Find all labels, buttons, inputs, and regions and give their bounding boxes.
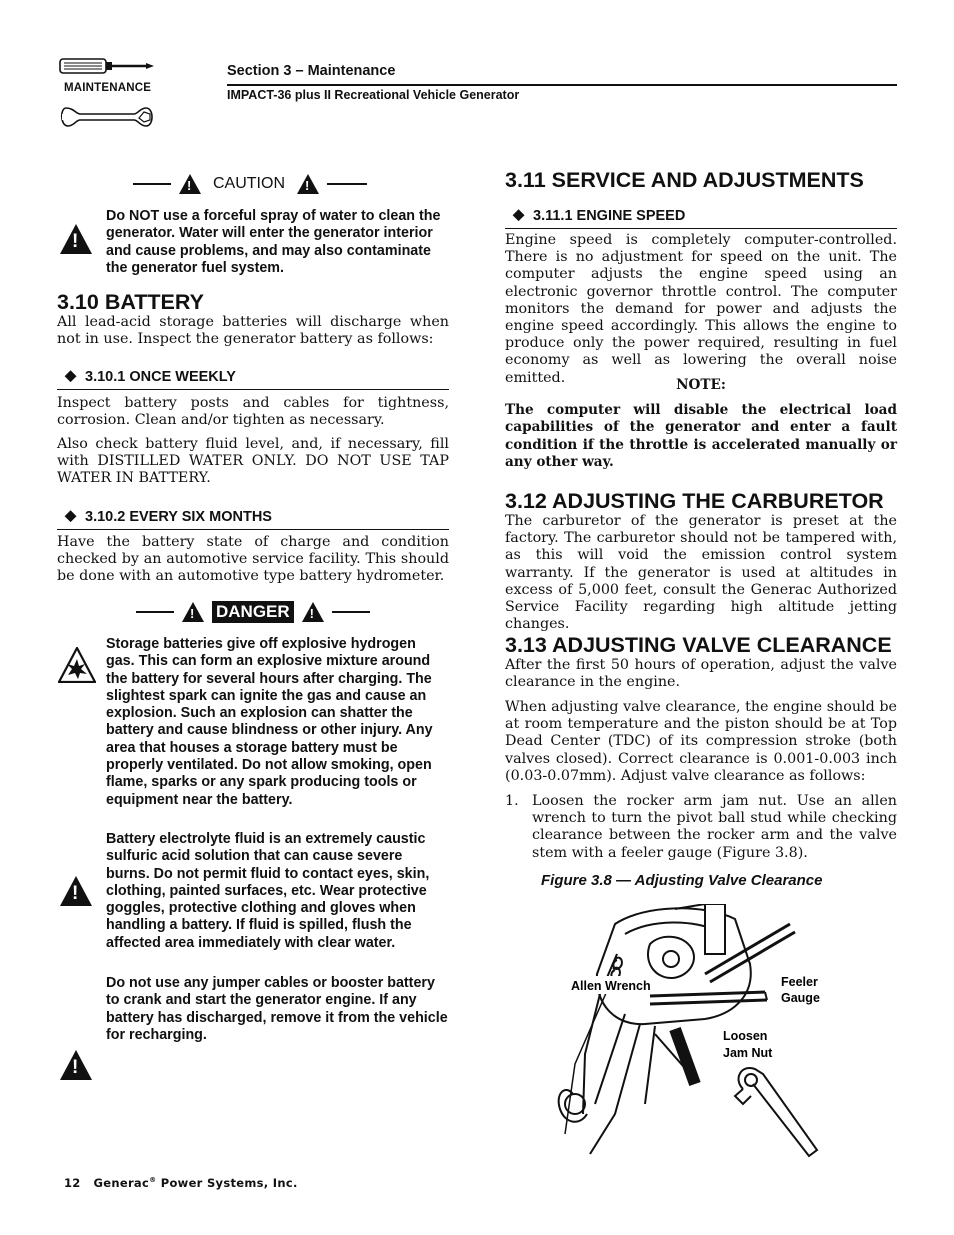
diamond-icon: ◆ xyxy=(65,368,77,384)
valve-clearance-illustration xyxy=(555,904,835,1158)
warning-icon xyxy=(60,876,92,906)
danger-paragraph-3: Do not use any jumper cables or booster battery to crank and start the generator engine. If any battery has discharged, remove it from the vehicle for recharging. xyxy=(106,975,448,1043)
warning-icon xyxy=(302,602,324,622)
warning-icon xyxy=(179,174,201,194)
warning-icon xyxy=(297,174,319,194)
note-label: NOTE: xyxy=(676,377,726,393)
battery-heading: 3.10 BATTERY xyxy=(57,290,204,314)
section-title: Section 3 – Maintenance xyxy=(227,63,396,79)
label-allen-wrench: Allen Wrench xyxy=(571,979,651,993)
diamond-icon: ◆ xyxy=(513,207,525,223)
registered-mark: ® xyxy=(149,1176,157,1185)
step-1 xyxy=(505,793,897,862)
label-feeler-gauge-line1: Feeler xyxy=(781,975,818,989)
engine-speed-heading xyxy=(505,206,897,230)
warning-icon xyxy=(60,1050,92,1080)
every-six-months-title: 3.10.2 EVERY SIX MONTHS xyxy=(85,509,272,525)
maintenance-logo xyxy=(58,56,156,130)
valve-heading: 3.13 ADJUSTING VALVE CLEARANCE xyxy=(505,633,892,657)
warning-icon xyxy=(60,224,92,254)
step-text: Loosen the rocker arm jam nut. Use an allen wrench to turn the pivot ball stud while checking clearance between the rocker arm and the valve stem with a feeler gauge (Figure 3.8). xyxy=(532,793,897,861)
danger-paragraph-1: Storage batteries give off explosive hydrogen gas. This can form an explosive mixture around the battery for several hours after charging. The slightest spark can ignite the gas and cause an explosion. Such an explosion can shatter the battery and cause blindness or other injury. Any area that houses a storage battery must be properly ventilated. Do not allow smoking, open flame, sparks or any spark producing tools or equipment near the battery. xyxy=(106,636,433,808)
weekly-paragraph-1: Inspect battery posts and cables for tightness, corrosion. Clean and/or tighten as necessary. xyxy=(57,395,449,429)
warning-icon xyxy=(182,602,204,622)
diamond-icon: ◆ xyxy=(65,508,77,524)
company-name: Generac xyxy=(93,1176,150,1190)
danger-paragraph-2: Battery electrolyte fluid is an extremely caustic sulfuric acid solution that can cause severe burns. Do not permit fluid to contact eyes, skin, clothing, painted surfaces, etc. Wear protective goggles, protective clothing and gloves when handling a battery. If fluid is spilled, flush the affected area immediately with clear water. xyxy=(106,831,430,951)
logo-label: MAINTENANCE xyxy=(64,82,152,94)
carburetor-heading: 3.12 ADJUSTING THE CARBURETOR xyxy=(505,489,884,513)
caution-label: CAUTION xyxy=(213,175,285,192)
heading-rule xyxy=(57,529,449,530)
step-number: 1. xyxy=(505,793,519,809)
danger-label: DANGER xyxy=(212,601,294,623)
engine-speed-paragraph: Engine speed is completely computer-controlled. There is no adjustment for speed on the unit. The computer adjusts the engine speed using an electronic governor throttle control. The computer monitors the demand for power and adjusts the engine speed accordingly. This allows the engine to produce only the power required, resulting in fuel economy as well as lowering the overall noise emitted. xyxy=(505,232,897,386)
page-number: 12 xyxy=(64,1176,81,1190)
caution-text: Do NOT use a forceful spray of water to clean the generator. Water will enter the generator interior and cause problems, and may also contaminate the generator fuel system. xyxy=(106,208,441,276)
label-loosen-jam-nut-line1: Loosen xyxy=(723,1029,768,1043)
every-six-months-heading xyxy=(57,507,449,531)
once-weekly-heading xyxy=(57,367,449,391)
banner-line xyxy=(133,183,171,185)
caution-banner xyxy=(133,174,367,194)
page-footer xyxy=(64,1176,298,1190)
banner-line xyxy=(327,183,367,185)
heading-rule xyxy=(505,228,897,229)
weekly-paragraph-2: Also check battery fluid level, and, if necessary, fill with DISTILLED WATER ONLY. DO NOT USE TAP WATER IN BATTERY. xyxy=(57,436,449,487)
service-heading: 3.11 SERVICE AND ADJUSTMENTS xyxy=(505,168,864,192)
banner-line xyxy=(332,611,370,613)
engine-speed-title: 3.11.1 ENGINE SPEED xyxy=(533,208,686,224)
product-title: IMPACT-36 plus II Recreational Vehicle Generator xyxy=(227,88,520,102)
label-feeler-gauge-line2: Gauge xyxy=(781,991,820,1005)
header-rule xyxy=(227,84,897,86)
banner-line xyxy=(136,611,174,613)
once-weekly-title: 3.10.1 ONCE WEEKLY xyxy=(85,369,236,385)
company-suffix: Power Systems, Inc. xyxy=(160,1176,298,1190)
figure-caption: Figure 3.8 — Adjusting Valve Clearance xyxy=(541,872,823,889)
valve-paragraph-1: After the first 50 hours of operation, adjust the valve clearance in the engine. xyxy=(505,657,897,691)
heading-rule xyxy=(57,389,449,390)
carburetor-paragraph: The carburetor of the generator is preset at the factory. The carburetor should not be tampered with, as this will void the emission control system warranty. If the generator is used at altitudes in excess of 5,000 feet, consult the Generac Authorized Service Facility regarding high altitude jetting changes. xyxy=(505,513,897,633)
valve-paragraph-2: When adjusting valve clearance, the engine should be at room temperature and the piston should be at Top Dead Center (TDC) of its compression stroke (both valves closed). Correct clearance is 0.001-0.003 inch (0.03-0.07mm). Adjust valve clearance as follows: xyxy=(505,699,897,784)
six-months-paragraph: Have the battery state of charge and condition checked by an automotive service facility. This should be done with an automotive type battery hydrometer. xyxy=(57,534,449,585)
label-loosen-jam-nut-line2: Jam Nut xyxy=(723,1046,773,1060)
battery-intro: All lead-acid storage batteries will discharge when not in use. Inspect the generator battery as follows: xyxy=(57,314,449,348)
note-text: The computer will disable the electrical load capabilities of the generator and enter a fault condition if the throttle is accelerated manually or any other way. xyxy=(505,402,897,470)
explosion-hazard-icon xyxy=(58,647,96,683)
danger-banner xyxy=(136,601,370,623)
